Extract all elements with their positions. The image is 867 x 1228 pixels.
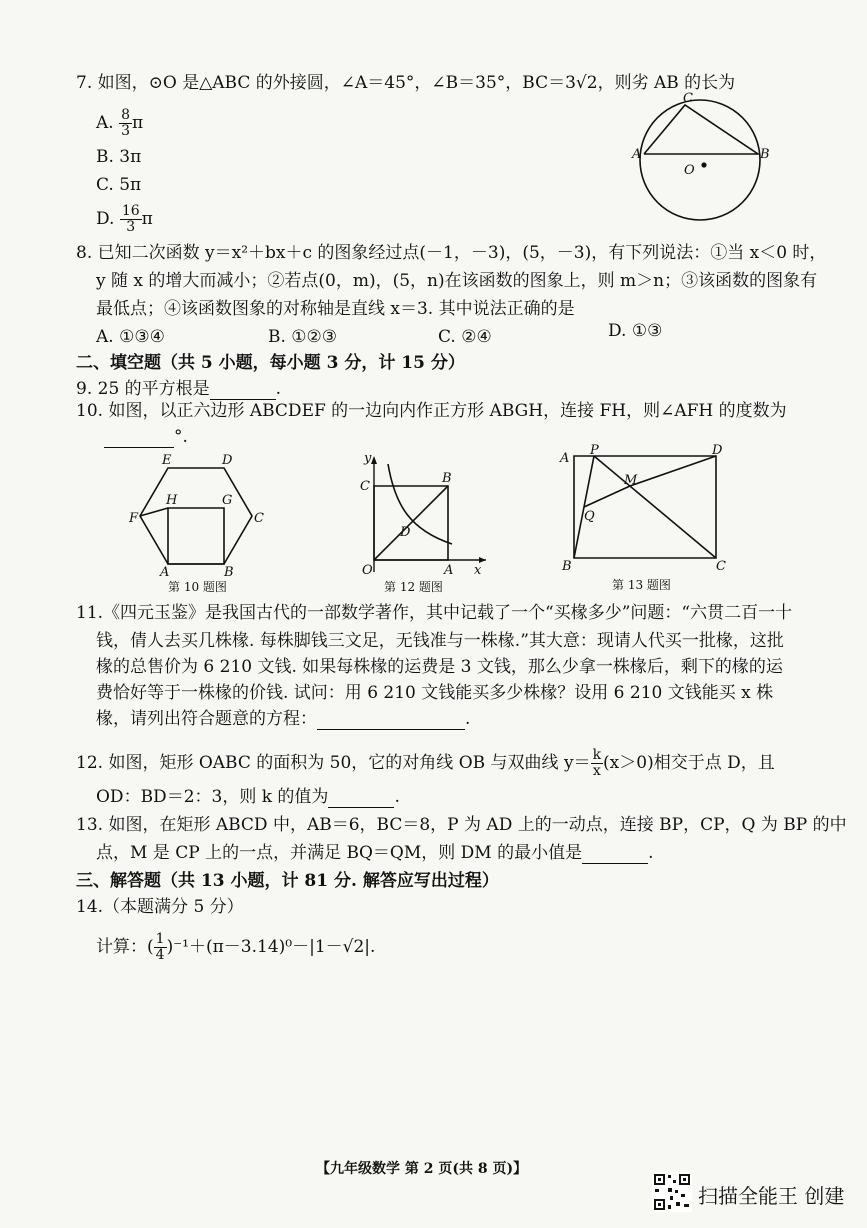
q13-rectangle-figure: [556, 442, 736, 574]
triangle-abc: [644, 105, 758, 154]
q9: [76, 378, 281, 400]
frac-num: 1: [155, 931, 165, 947]
fig12-caption: 第 12 题图: [384, 580, 443, 594]
q14-expression-rest: )⁻¹＋(π－3.14)⁰－|1－√2|.: [166, 937, 376, 957]
q10-degree-suffix: °.: [174, 427, 188, 447]
diagonal-ob: [374, 486, 448, 560]
q8-line2: y 随 x 的增大而减小；②若点(0，m)，(5，n)在该函数的图象上，则 m＞n；③该函数的图象有: [96, 271, 818, 291]
q11-line1: 11.《四元玉鉴》是我国古代的一部数学著作，其中记载了一个“买椽多少”问题：“六贯二百一十: [76, 603, 793, 623]
label-q: Q: [584, 509, 595, 524]
pi-symbol: π: [132, 113, 144, 133]
hexagon-abcdef: [140, 468, 252, 564]
segment-dm: [630, 456, 716, 486]
label-x: x: [474, 563, 482, 576]
scanner-watermark: 扫描全能王 创建: [698, 1184, 845, 1208]
frac-den: 4: [155, 947, 165, 963]
q9-answer-blank[interactable]: [210, 383, 276, 400]
q7-option-a-label: A.: [96, 113, 114, 133]
label-d: D: [222, 453, 233, 468]
q12-period: .: [394, 787, 400, 807]
center-point-o: [701, 162, 706, 167]
q7-option-a: [96, 108, 143, 139]
q11-line5: [96, 708, 470, 730]
q8-line1: 8. 已知二次函数 y＝x²＋bx＋c 的图象经过点(－1，－3)，(5，－3)，有下列说法：①当 x＜0 时，: [76, 243, 827, 263]
q7-option-d-fraction: [120, 204, 142, 235]
q7-option-c: C. 5π: [96, 175, 142, 195]
q13-line2-text: 点，M 是 CP 上的一点，并满足 BQ＝QM，则 DM 的最小值是: [96, 843, 583, 863]
q8-option-a: A. ①③④: [96, 327, 165, 347]
q12-hyperbola-figure: [340, 450, 488, 576]
label-y: y: [364, 451, 372, 466]
label-c: C: [360, 479, 370, 494]
section-fill-in-heading: 二、填空题（共 5 小题，每小题 3 分，计 15 分）: [76, 353, 465, 373]
segment-cp: [594, 456, 716, 558]
q13-line1: 13. 如图，在矩形 ABCD 中，AB＝6，BC＝8，P 为 AD 上的一动点，连接 BP，CP，Q 为 BP 的中: [76, 815, 847, 835]
q13-answer-blank[interactable]: [582, 847, 648, 864]
frac-den: x: [592, 763, 601, 779]
q8-line3: 最低点；④该函数图象的对称轴是直线 x＝3. 其中说法正确的是: [96, 299, 575, 319]
fig10-caption: 第 10 题图: [168, 580, 227, 594]
q12-answer-blank[interactable]: [328, 791, 394, 808]
q7-circle-figure: [628, 92, 778, 224]
label-b: B: [562, 559, 572, 574]
q11-line5-text: 椽，请列出符合题意的方程：: [96, 709, 317, 729]
label-a: A: [444, 563, 454, 576]
square-abgh: [168, 508, 224, 564]
label-m: M: [624, 473, 638, 488]
q14-expression-start: 计算：(: [96, 937, 154, 957]
q12-line1-text: 12. 如图，矩形 OABC 的面积为 50，它的对角线 OB 与双曲线 y＝: [76, 753, 591, 773]
label-d: D: [400, 525, 411, 540]
label-o: O: [362, 563, 373, 576]
q10-line1: 10. 如图，以正六边形 ABCDEF 的一边向内作正方形 ABGH，连接 FH，则∠AFH 的度数为: [76, 401, 787, 421]
label-e: E: [162, 453, 172, 468]
q7-stem: 7. 如图，⊙O 是△ABC 的外接圆，∠A＝45°，∠B＝35°，BC＝3√2，则劣 AB 的长为: [76, 73, 736, 93]
label-c: C: [716, 559, 726, 574]
q12-line1-rest: (x＞0)相交于点 D，且: [603, 753, 775, 773]
pi-symbol: π: [141, 209, 153, 229]
label-g: G: [222, 493, 233, 508]
q7-option-d-label: D.: [96, 209, 115, 229]
frac-den: 3: [126, 219, 136, 235]
label-b: B: [442, 471, 452, 486]
q8-option-b: B. ①②③: [268, 327, 338, 347]
label-a: A: [560, 451, 570, 466]
frac-num: 8: [121, 107, 131, 123]
q11-line4: 费恰好等于一株椽的价钱. 试问：用 6 210 文钱能买多少株椽？设用 6 210 文钱能买 x 株: [96, 683, 774, 703]
q12-fraction: [591, 748, 603, 779]
q13-line2: [96, 842, 654, 864]
label-a: A: [160, 565, 170, 576]
q14-heading: 14.（本题满分 5 分）: [76, 897, 244, 917]
y-axis-arrow: [371, 456, 377, 464]
segment-qm: [584, 486, 630, 507]
label-o: O: [684, 163, 695, 178]
frac-den: 3: [121, 123, 131, 139]
page-footer: 【九年级数学 第 2 页(共 8 页)】: [316, 1161, 528, 1177]
q9-text: 9. 25 的平方根是: [76, 379, 210, 399]
label-b: B: [224, 565, 234, 576]
q12-line1: [76, 748, 775, 779]
q7-option-b: B. 3π: [96, 147, 142, 167]
q11-period: .: [465, 709, 471, 729]
label-a: A: [632, 147, 642, 162]
label-b: B: [760, 147, 770, 162]
frac-num: 16: [121, 203, 140, 219]
label-d: D: [712, 443, 723, 458]
q8-option-d: D. ①③: [608, 321, 663, 341]
q8-option-c: C. ②④: [438, 327, 492, 347]
label-f: F: [129, 511, 139, 526]
rectangle-abcd: [574, 456, 716, 558]
q7-option-d: [96, 204, 153, 235]
q13-period: .: [648, 843, 654, 863]
q14-fraction: [154, 932, 167, 963]
q11-line3: 椽的总售价为 6 210 文钱. 如果每株椽的运费是 3 文钱，那么少拿一株椽后，剩下的椽的运: [96, 657, 783, 677]
q12-line2: [96, 786, 400, 808]
qr-code-icon: [652, 1172, 692, 1212]
q11-line2: 钱，倩人去买几株椽. 每株脚钱三文足，无钱准与一株椽.”其大意：现请人代买一批椽，这批: [96, 631, 784, 651]
section-solution-heading: 三、解答题（共 13 小题，计 81 分. 解答应写出过程）: [76, 871, 499, 891]
q12-line2-text: OD：BD＝2：3，则 k 的值为: [96, 787, 329, 807]
q10-answer-blank[interactable]: [104, 431, 174, 448]
q9-period: .: [275, 379, 282, 399]
q10-line2: [104, 426, 188, 448]
q14-expression: [96, 932, 375, 963]
label-c: C: [254, 511, 264, 526]
label-h: H: [166, 493, 178, 508]
label-c: C: [683, 92, 693, 106]
q10-hexagon-figure: [128, 452, 276, 576]
q11-answer-blank[interactable]: [317, 713, 465, 730]
frac-num: k: [592, 747, 602, 763]
fig13-caption: 第 13 题图: [612, 578, 671, 592]
label-p: P: [590, 443, 599, 458]
circumcircle: [640, 100, 760, 220]
q7-option-a-fraction: [119, 108, 132, 139]
